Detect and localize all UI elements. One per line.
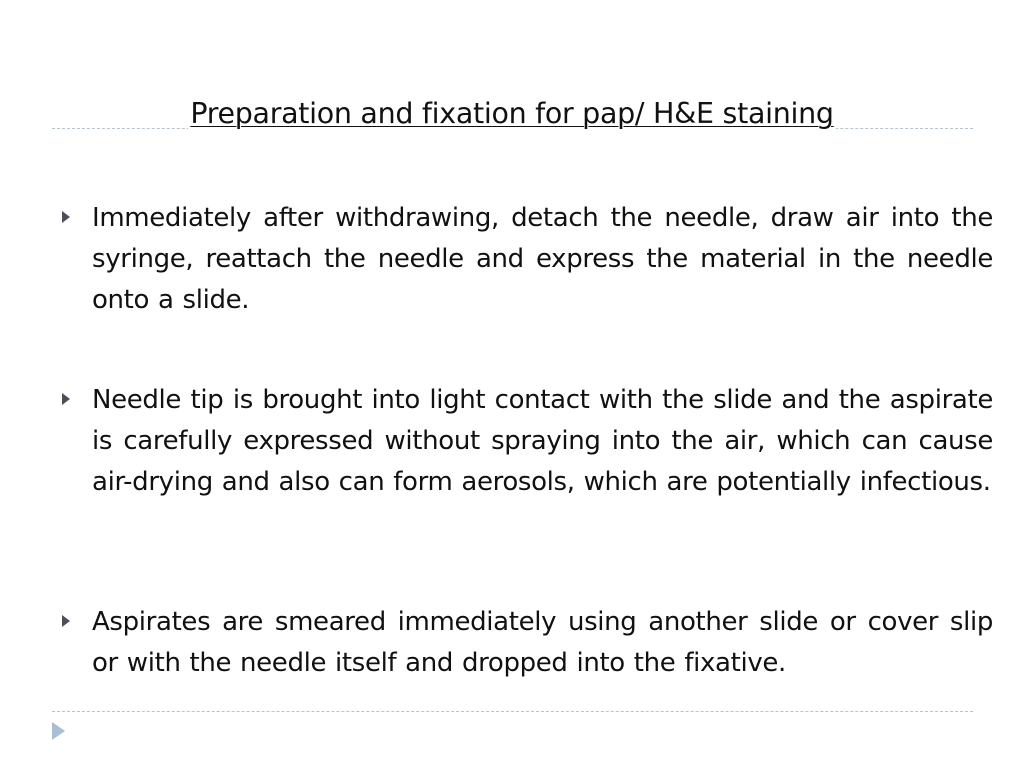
bullet-text: Needle tip is brought into light contact with the slide and the aspirate is carefully expressed without spraying into the air, which can cause air-drying and also can form aerosols, which are potentially infectious. bbox=[92, 385, 993, 497]
bullet-item bbox=[62, 380, 993, 503]
triangle-bullet-icon bbox=[62, 615, 70, 627]
next-slide-arrow-icon[interactable] bbox=[52, 722, 65, 740]
bullet-text: Aspirates are smeared immediately using another slide or cover slip or with the needle itself and dropped into the fixative. bbox=[92, 607, 993, 678]
slide-title-text: Preparation and fixation for pap/ H&E staining bbox=[190, 97, 834, 130]
slide-title bbox=[0, 96, 1024, 132]
triangle-bullet-icon bbox=[62, 211, 70, 223]
triangle-bullet-icon bbox=[62, 393, 70, 405]
bullet-item bbox=[62, 198, 993, 321]
bottom-divider bbox=[52, 711, 973, 712]
bullet-text: Immediately after withdrawing, detach the needle, draw air into the syringe, reattach the needle and express the material in the needle onto a slide. bbox=[92, 203, 993, 315]
bullet-item bbox=[62, 602, 993, 684]
